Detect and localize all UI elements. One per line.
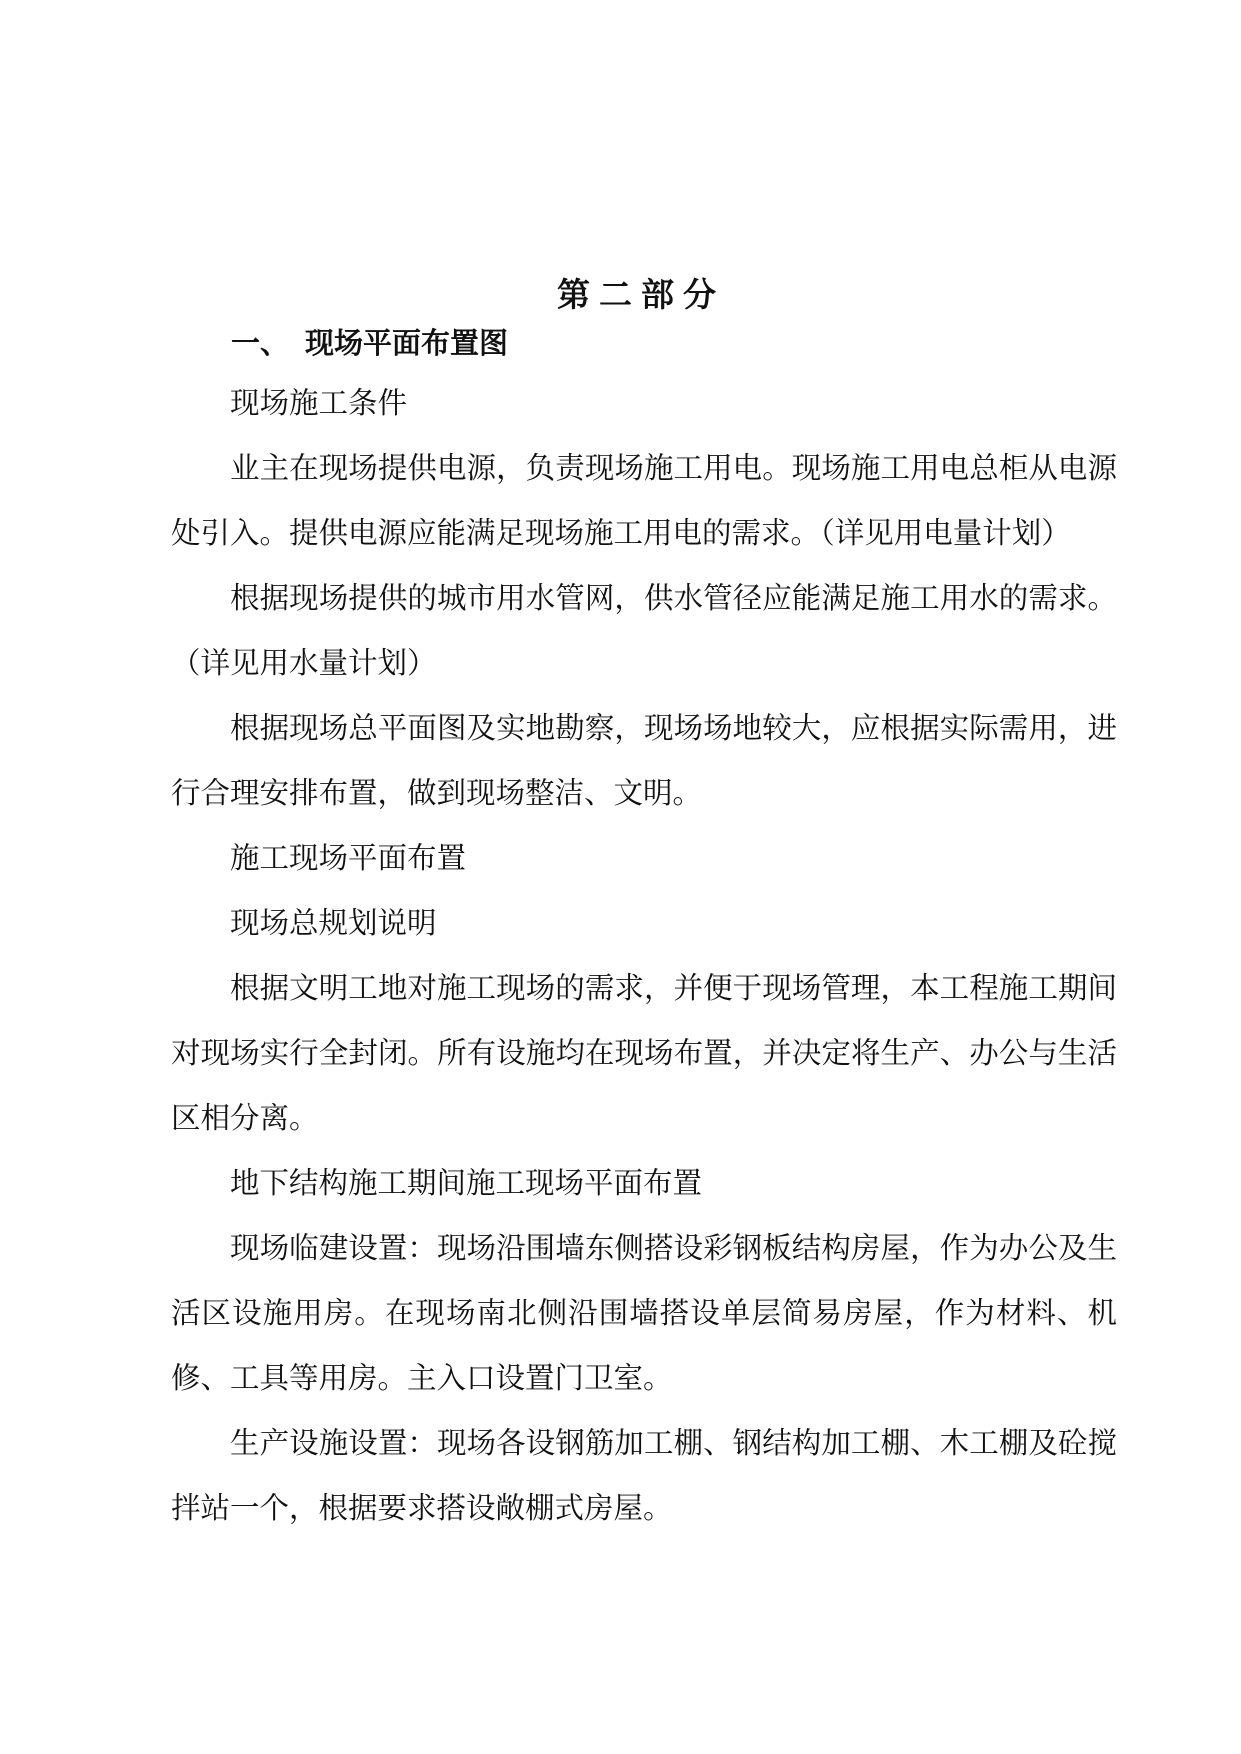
paragraph-site-enclosure: 根据文明工地对施工现场的需求，并便于现场管理，本工程施工期间对现场实行全封闭。所有设施均在现场布置，并决定将生产、办公与生活区相分离。 xyxy=(171,971,1117,1135)
paragraph-temporary-buildings: 现场临建设置：现场沿围墙东侧搭设彩钢板结构房屋，作为办公及生活区设施用房。在现场南北侧沿围墙搭设单层简易房屋，作为材料、机修、工具等用房。主入口设置门卫室。 xyxy=(171,1231,1117,1395)
section-title: 现场平面布置图 xyxy=(305,326,509,360)
subheading-site-layout: 施工现场平面布置 xyxy=(230,841,467,875)
subheading-underground-phase-layout: 地下结构施工期间施工现场平面布置 xyxy=(230,1166,703,1200)
paragraph-water-supply: 根据现场提供的城市用水管网，供水管径应能满足施工用水的需求。（详见用水量计划） xyxy=(171,581,1117,680)
document-body xyxy=(171,371,1117,1541)
paragraph-production-facilities: 生产设施设置：现场各设钢筋加工棚、钢结构加工棚、木工棚及砼搅拌站一个，根据要求搭设敞棚式房屋。 xyxy=(171,1426,1117,1525)
subheading-overall-plan: 现场总规划说明 xyxy=(230,906,437,940)
part-title: 第二部分 xyxy=(557,275,725,314)
paragraph-power-supply: 业主在现场提供电源，负责现场施工用电。现场施工用电总柜从电源处引入。提供电源应能满足现场施工用电的需求。（详见用电量计划） xyxy=(171,451,1117,550)
subheading-site-conditions: 现场施工条件 xyxy=(230,386,408,420)
section-heading xyxy=(231,323,508,363)
section-number: 一、 xyxy=(231,326,290,360)
paragraph-site-arrangement: 根据现场总平面图及实地勘察，现场场地较大，应根据实际需用，进行合理安排布置，做到现场整洁、文明。 xyxy=(171,711,1117,810)
